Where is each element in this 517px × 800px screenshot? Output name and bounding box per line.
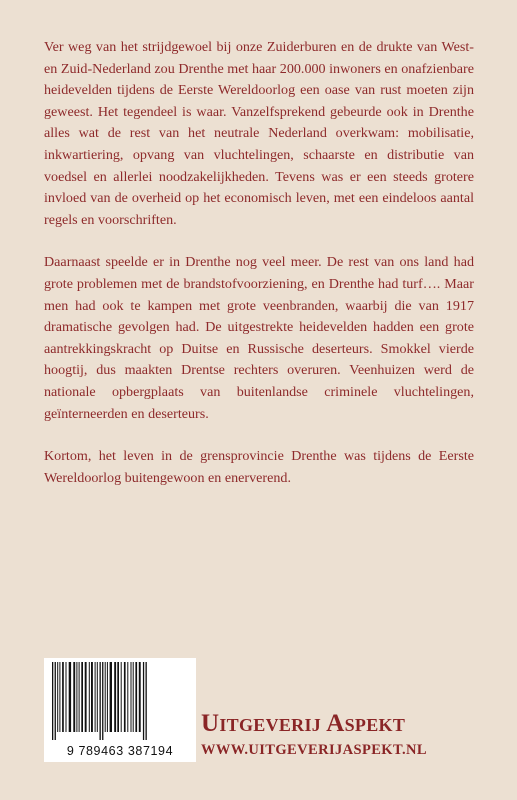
barcode-bar bbox=[124, 662, 126, 732]
barcode-bar bbox=[69, 662, 71, 732]
barcode-bar bbox=[81, 662, 83, 732]
paragraph-2: Daarnaast speelde er in Drenthe nog veel meer. De rest van ons land had grote problemen met de brandstofvoorziening, en Drenthe had turf…. Maar men had ook te kampen met grote veenbranden, waarbij die van 1917 dramatische gevolgen had. De uitgestrekte heidevelden hadden een grote aantrekkingskracht op Duitse en Russische deserteurs. Smokkel vierde hoogtij, dus maakten Drentse rechters overuren. Veenhuizen werd de nationale opbergplaats van buitenlandse criminele vluchtelingen, geïnterneerden en deserteurs. bbox=[44, 254, 474, 422]
barcode-bar bbox=[131, 662, 132, 732]
barcode-bar bbox=[59, 662, 60, 732]
barcode-bar bbox=[146, 662, 147, 740]
barcode-bar bbox=[95, 662, 96, 732]
barcode-bar bbox=[121, 662, 122, 732]
barcode-bar bbox=[117, 662, 119, 732]
barcode-bar bbox=[100, 662, 101, 740]
barcode-bars bbox=[50, 662, 190, 740]
paragraph-3: Kortom, het leven in de grensprovincie Drenthe was tijdens de Eerste Wereldoorlog buitengewoon en enerverend. bbox=[44, 448, 474, 486]
barcode-bar bbox=[110, 662, 112, 732]
paragraph-1: Ver weg van het strijdgewoel bij onze Zuiderburen en de drukte van West- en Zuid-Nederland zou Drenthe met haar 200.000 inwoners en onafzienbare heidevelden tijdens de Eerste Wereldoorlog een oase van rust moeten zijn geweest. Het tegendeel is waar. Vanzelfsprekend gebeurde ook in Drenthe alles wat de rest van het neutrale Nederland overkwam: mobilisatie, inkwartiering, opvang van vluchtelingen, schaarste en distributie van voedsel en allerlei noodzakelijkheden. Tevens was er een steeds grotere invloed van de overheid op het economisch leven, met een eindeloos aantal regels en voorschriften. bbox=[44, 39, 474, 228]
barcode-bar bbox=[62, 662, 64, 732]
barcode-bar bbox=[79, 662, 80, 732]
barcode-bar bbox=[127, 662, 128, 732]
barcode-bar bbox=[52, 662, 53, 740]
barcode-bar bbox=[102, 662, 103, 740]
publisher-website[interactable]: WWW.UITGEVERIJASPEKT.NL bbox=[201, 742, 427, 758]
barcode-bar bbox=[89, 662, 90, 732]
barcode-bar bbox=[91, 662, 93, 732]
barcode-bar bbox=[85, 662, 87, 732]
barcode-bar bbox=[57, 662, 58, 732]
barcode-bar bbox=[114, 662, 116, 732]
barcode-bar bbox=[97, 662, 98, 732]
barcode-bar bbox=[105, 662, 106, 732]
barcode-bar bbox=[73, 662, 75, 732]
barcode-bar bbox=[133, 662, 134, 732]
barcode-bar bbox=[139, 662, 141, 732]
barcode-bar bbox=[76, 662, 77, 732]
isbn-barcode bbox=[44, 658, 196, 762]
barcode-number: 9 789463 387194 bbox=[66, 744, 174, 758]
back-cover-text bbox=[44, 37, 474, 510]
barcode-bar bbox=[66, 662, 67, 732]
publisher-name: Uitgeverij Aspekt bbox=[201, 710, 406, 737]
barcode-bar bbox=[143, 662, 144, 740]
barcode-bar bbox=[135, 662, 137, 732]
barcode-bar bbox=[107, 662, 108, 732]
barcode-bar bbox=[55, 662, 56, 740]
